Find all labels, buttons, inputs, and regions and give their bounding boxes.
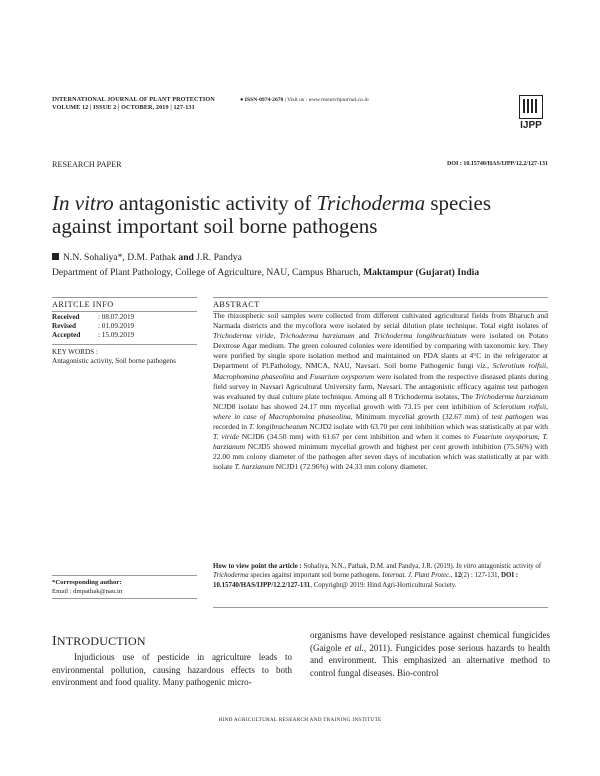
square-bullet-icon [52, 253, 59, 260]
logo-label: IJPP [520, 120, 542, 131]
author-names: N.N. Sohaliya*, D.M. Pathak [63, 252, 176, 263]
doi[interactable]: DOI : 10.15740/HAS/IJPP/12.2/127-131 [446, 161, 548, 167]
journal-header [52, 96, 215, 111]
bullet-icon: ● [240, 97, 244, 103]
keywords: Antagonistic activity, Soil borne pathogens [52, 357, 176, 365]
footer: HIND AGRICULTURAL RESEARCH AND TRAINING INSTITUTE [218, 717, 382, 723]
accepted-row: Accepted : 15.09.2019 [52, 331, 135, 339]
article-info-heading: ARITCLE INFO [52, 300, 114, 309]
corresponding-author [52, 578, 192, 596]
revised-row: Revised : 01.09.2019 [52, 322, 135, 330]
divider [52, 598, 197, 599]
paper-type: RESEARCH PAPER [52, 160, 122, 169]
keywords-block [52, 348, 192, 366]
divider [52, 575, 197, 576]
affiliation: Department of Plant Pathology, College of Agriculture, NAU, Campus Bharuch, Maktampur (Gujarat) India [52, 267, 480, 278]
author-last: J.R. Pandya [196, 252, 242, 263]
article-dates [52, 313, 134, 340]
introduction-right-column: organisms have developed resistance against chemical fungicides (Gaigole et al., 2011). Fungicides pose serious hazards to health and environment. This emphasized an alternative method to control fungal diseases. Bio-control [310, 630, 550, 678]
divider [52, 297, 197, 298]
issn-line: ● ISSN-0974-2670 | Visit us : www.researchjournal.co.in [240, 97, 369, 103]
divider [213, 607, 548, 608]
corresponding-email[interactable]: Email : dmpathak@nau.in [52, 588, 123, 595]
divider [52, 344, 197, 345]
introduction-heading: INTRODUCTION [52, 634, 146, 649]
received-row: Received : 08.07.2019 [52, 313, 135, 321]
journal-logo [515, 95, 547, 129]
introduction-left-column: Injudicious use of pesticide in agriculture leads to environmental pollution, causing hazardous effects to both environment and food quality. Many pathogenic micro- [52, 652, 292, 688]
paper-title: In vitro antagonistic activity of Trichoderma species against important soil borne pathogens [52, 191, 492, 238]
journal-volume: VOLUME 12 | ISSUE 2 | OCTOBER, 2019 | 127-131 [52, 103, 195, 111]
keywords-heading: KEY WORDS : [52, 348, 98, 356]
website-link[interactable]: www.researchjournal.co.in [308, 97, 369, 103]
abstract-text: The rhizospheric soil samples were collected from different cultivated agricultural fields from Bharuch and Narmada districts and the mycoflora were isolated by serial dilution plate technique. Total eight isolates of Trichoderma viride, Trichoderma harzianum and Trichoderma longibrachiatum were isolated on Potato Dextrose Agar medium. The green coloured colonies were identified by comparing with taxonomic key. They were purified by single spore isolation method and maintained on PDA slants at 4°C in the refrigerator at Department of Pl.Pathology, NMCA, NAU, Navsari. Soil borne Pathogenic fungi viz., Sclerotium rolfsii, Macrophomina phaseolina and Fusarium oxysporum were isolated from the respective diseased plants during field survey in Navsari Agricultural University farm, Navsari. The antagonistic efficacy against test pathogen was evaluated by dual culture plate technique. Among all 8 Trichoderma isolates, The Trichoderma harzianum NCJD8 isolate has showed 24.17 mm mycelial growth with 73.15 per cent inhibition of Sclerotium rolfsii, where in case of Macrophomina phaseolina, Minimum mycelial growth (32.67 mm) of test pathogen was recorded in T. longibracheatum NCJD2 isolate with 63.70 per cent inhibition which was statistically at par with T. viride NCJD6 (34.50 mm) with 61.67 per cent inhibition and when it comes to Fusarium oxysporum, T. harzianum NCJD5 showed minimum mycelial growth and highest per cent growth inhibition (75.56%) with 22.00 mm colony diameter of the pathogen after seven days of incubation which was statistically at par with isolate T. harzianum NCJD1 (72.96%) with 24.33 mm colony diameter. [213, 311, 549, 472]
divider [52, 311, 197, 312]
abstract-heading: ABSTRACT [213, 300, 260, 309]
corresponding-label: *Corresponding author: [52, 579, 122, 586]
authors: N.N. Sohaliya*, D.M. Pathak and J.R. Pandya [52, 252, 242, 263]
journal-name: INTERNATIONAL JOURNAL OF PLANT PROTECTION [52, 96, 215, 103]
issn: ISSN-0974-2670 [244, 97, 284, 103]
logo-emblem-icon [519, 95, 543, 119]
divider [213, 297, 548, 298]
how-to-cite: How to view point the article : Sohaliya, N.N., Pathak, D.M. and Pandya, J.R. (2019). In vitro antagonistic activity of Trichoderma species against important soil borne pathogens. Internat. J. Plant Protec., 12(2) : 127-131, DOI : 10.15740/HAS/IJPP/12.2/127-131, Copyright@ 2019: Hind Agri-Horticultural Society. [213, 563, 542, 589]
visit-label: Visit us : [287, 97, 308, 103]
